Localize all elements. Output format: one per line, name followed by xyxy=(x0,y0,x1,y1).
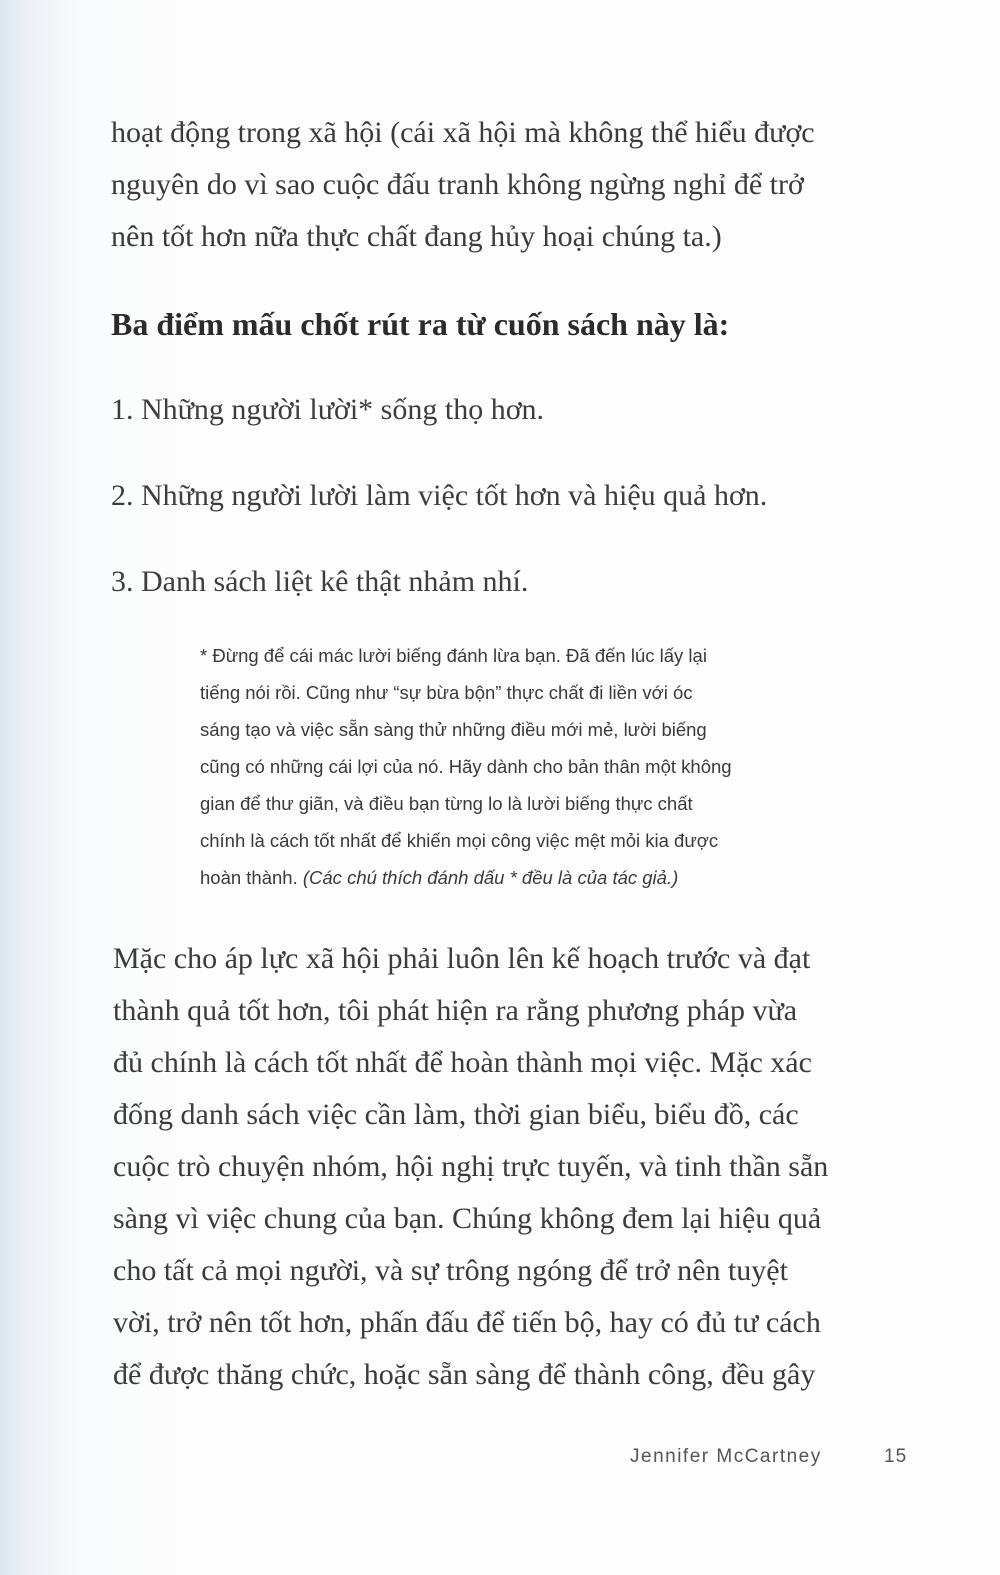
footnote-line: * Đừng để cái mác lười biếng đánh lừa bạn. Đã đến lúc lấy lại xyxy=(200,645,707,666)
footnote-last-line xyxy=(200,859,860,896)
body-line: Mặc cho áp lực xã hội phải luôn lên kế hoạch trước và đạt xyxy=(113,942,811,975)
footnote-line: tiếng nói rồi. Cũng như “sự bừa bộn” thực chất đi liền với óc xyxy=(200,682,693,703)
body-paragraph xyxy=(113,933,913,1401)
list-item: 2. Những người lười làm việc tốt hơn và hiệu quả hơn. xyxy=(111,479,768,512)
list-item: 1. Những người lười* sống thọ hơn. xyxy=(111,393,545,426)
body-line: để được thăng chức, hoặc sẵn sàng để thành công, đều gây xyxy=(113,1358,816,1391)
body-line: sàng vì việc chung của bạn. Chúng không đem lại hiệu quả xyxy=(113,1202,822,1235)
body-line: cho tất cả mọi người, và sự trông ngóng để trở nên tuyệt xyxy=(113,1254,788,1287)
list-item: 3. Danh sách liệt kê thật nhảm nhí. xyxy=(111,565,529,598)
footnote-line: cũng có những cái lợi của nó. Hãy dành cho bản thân một không xyxy=(200,756,732,777)
footnote-line: gian để thư giãn, và điều bạn từng lo là lười biếng thực chất xyxy=(200,793,693,814)
page-number: 15 xyxy=(884,1446,908,1467)
footnote-text: hoàn thành. xyxy=(200,867,303,888)
footnote-author-note: (Các chú thích đánh dấu * đều là của tác giả.) xyxy=(302,867,679,888)
body-line: cuộc trò chuyện nhóm, hội nghị trực tuyến, và tinh thần sẵn xyxy=(113,1150,829,1183)
section-heading: Ba điểm mấu chốt rút ra từ cuốn sách này là: xyxy=(111,306,730,342)
footnote xyxy=(200,637,860,896)
running-footer-author: Jennifer McCartney xyxy=(630,1446,822,1467)
body-line: vời, trở nên tốt hơn, phấn đấu để tiến bộ, hay có đủ tư cách xyxy=(113,1306,821,1339)
intro-line: nên tốt hơn nữa thực chất đang hủy hoại chúng ta.) xyxy=(111,220,722,253)
intro-line: nguyên do vì sao cuộc đấu tranh không ngừng nghỉ để trở xyxy=(111,168,804,201)
footnote-line: chính là cách tốt nhất để khiến mọi công việc mệt mỏi kia được xyxy=(200,830,719,851)
body-line: đủ chính là cách tốt nhất để hoàn thành mọi việc. Mặc xác xyxy=(113,1046,812,1079)
intro-paragraph xyxy=(111,107,911,263)
body-line: đống danh sách việc cần làm, thời gian biểu, biểu đồ, các xyxy=(113,1098,799,1131)
intro-line: hoạt động trong xã hội (cái xã hội mà không thể hiểu được xyxy=(111,116,815,149)
footnote-line: sáng tạo và việc sẵn sàng thử những điều mới mẻ, lười biếng xyxy=(200,719,707,740)
body-line: thành quả tốt hơn, tôi phát hiện ra rằng phương pháp vừa xyxy=(113,994,798,1027)
